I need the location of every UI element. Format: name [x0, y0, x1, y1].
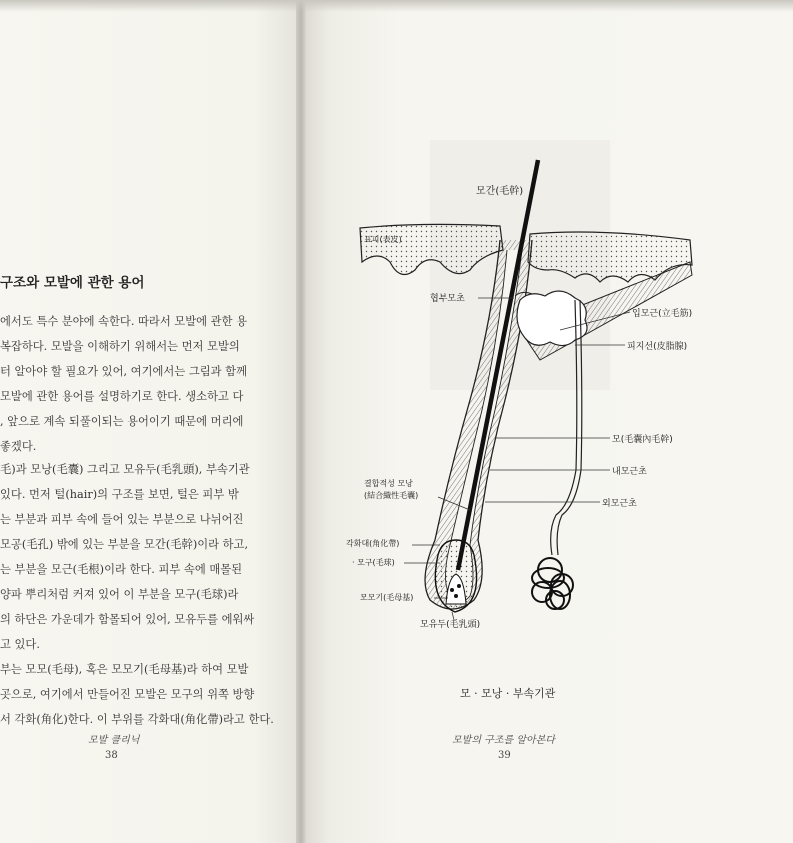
body-line: 부는 모모(毛母), 혹은 모모기(毛母基)라 하여 모발	[0, 663, 249, 676]
body-line: 곳으로, 여기에서 만들어진 모발은 모구의 위쪽 방향	[0, 688, 255, 701]
body-line: 있다. 먼저 털(hair)의 구조를 보면, 털은 피부 밖	[0, 488, 239, 501]
label-epidermis: 표피(表皮)	[364, 235, 402, 244]
label-kerat: 각화대(角化帶)	[346, 539, 400, 548]
label-pore: 협부모초	[430, 294, 465, 304]
label-bulb: · 모구(毛球)	[352, 558, 395, 567]
body-line: 모발에 관한 용어를 설명하기로 한다. 생소하고 다	[0, 390, 244, 403]
body-line: , 앞으로 계속 되풀이되는 용어이기 때문에 머리에	[0, 415, 244, 428]
label-outer-sheath: 외모근초	[602, 499, 637, 509]
body-line: 毛)과 모낭(毛囊) 그리고 모유두(毛乳頭), 부속기관	[0, 463, 250, 476]
body-line: 고 있다.	[0, 638, 40, 651]
body-line: 복잡하다. 모발을 이해하기 위해서는 먼저 모발의	[0, 340, 240, 353]
label-matrix: 모모기(毛母基)	[360, 593, 414, 602]
sweat-gland-coil	[532, 558, 573, 609]
body-line: 모공(毛孔) 밖에 있는 부분을 모간(毛幹)이라 하고,	[0, 538, 249, 551]
section-heading: 구조와 모발에 관한 용어	[0, 275, 145, 291]
body-line: 서 각화(角化)한다. 이 부위를 각화대(角化帶)라고 한다.	[0, 713, 274, 726]
body-line: 에서도 특수 분야에 속한다. 따라서 모발에 관한 용	[0, 315, 247, 328]
label-connective-1: 결합적성 모낭	[364, 479, 413, 488]
right-page-number: 39	[498, 750, 511, 761]
label-arrector: 입모근(立毛筋)	[632, 309, 693, 319]
left-page-number: 38	[105, 750, 118, 761]
label-inner-sheath: 내모근초	[612, 467, 647, 477]
right-footer: 모발의 구조를 알아본다	[452, 735, 555, 746]
body-line: 는 부분과 피부 속에 들어 있는 부분으로 나뉘어진	[0, 513, 244, 526]
label-sebaceous: 피지선(皮脂腺)	[627, 342, 688, 352]
body-line: 양파 뿌리처럼 커져 있어 이 부분을 모구(毛球)라	[0, 588, 239, 601]
body-line: 는 부분을 모근(毛根)이라 한다. 피부 속에 매몰된	[0, 563, 243, 576]
label-connective-2: (結合織性毛囊)	[364, 491, 419, 500]
left-footer: 모발 클리닉	[88, 735, 140, 746]
body-line: 터 알아야 할 필요가 있어, 여기에서는 그림과 함께	[0, 365, 247, 378]
body-line: 좋겠다.	[0, 440, 37, 453]
figure-caption: 모 · 모낭 · 부속기관	[460, 687, 556, 700]
label-shaft: 모간(毛幹)	[476, 186, 524, 197]
body-line: 의 하단은 가운데가 함몰되어 있어, 모유두를 에워싸	[0, 613, 255, 626]
label-papilla: 모유두(毛乳頭)	[420, 620, 481, 630]
label-hair-in-follicle: 모(毛囊內毛幹)	[612, 435, 673, 445]
